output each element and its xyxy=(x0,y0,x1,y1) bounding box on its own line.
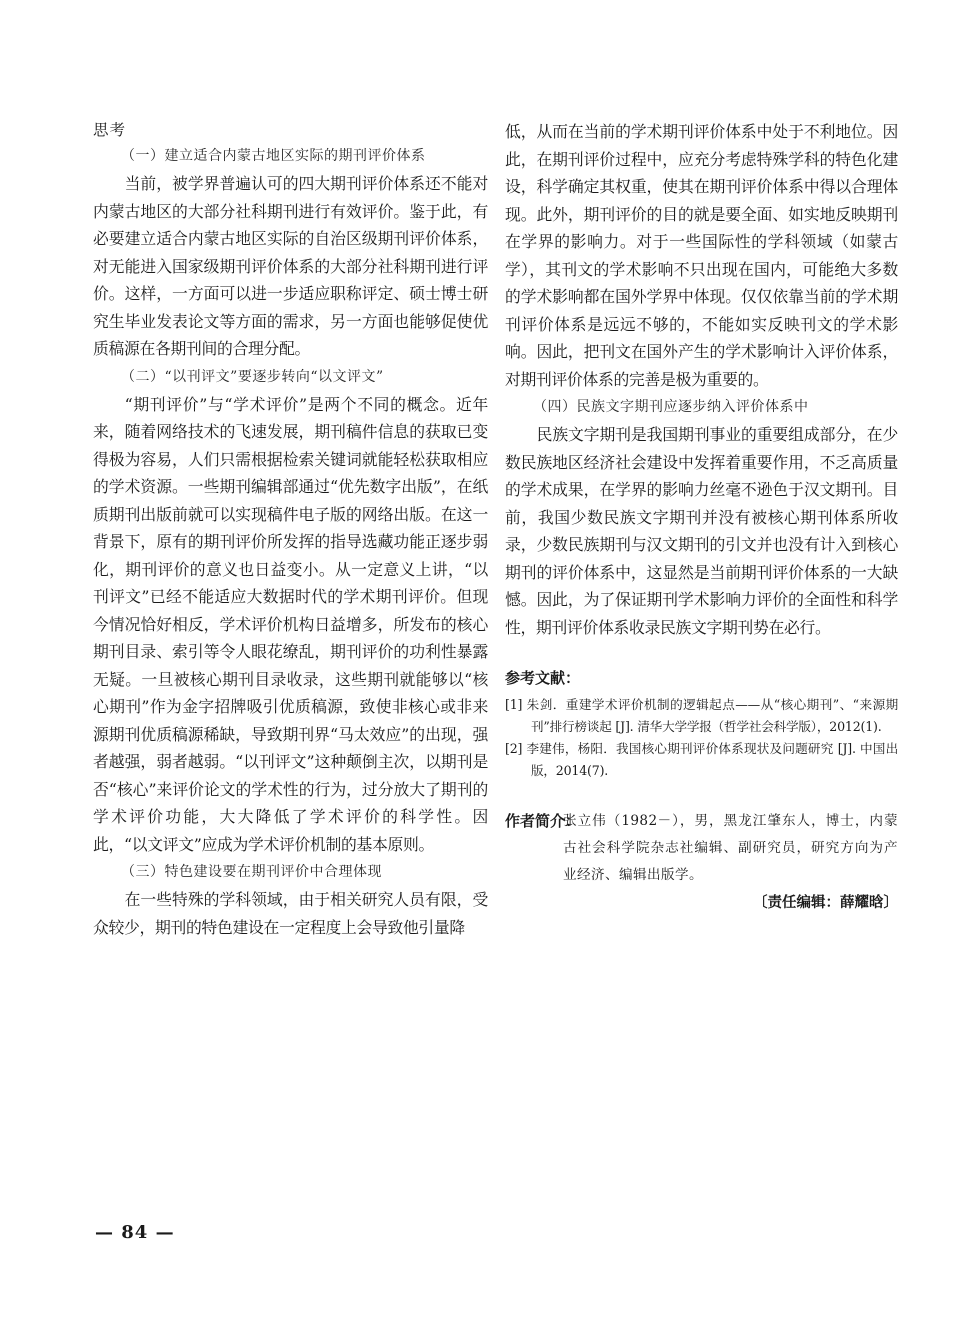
page-number: — 84 — xyxy=(95,1222,175,1243)
subheading-1: （一）建立适合内蒙古地区实际的期刊评价体系 xyxy=(121,148,426,164)
paragraph-1: 当前，被学界普遍认可的四大期刊评价体系还不能对内蒙古地区的大部分社科期刊进行有效评价。鉴于此，有必要建立适合内蒙古地区实际的自治区级期刊评价体系，对无能进入国家级期刊评价体系的大部分社科期刊进行评价。这样，一方面可以进一步适应职称评定、硕士博士研究生毕业发表论文等方面的需求，另一方面也能够促使优质稿源在各期刊间的合理分配。 xyxy=(93,174,488,358)
paragraph-2: “期刊评价”与“学术评价”是两个不同的概念。近年来，随着网络技术的飞速发展，期刊稿件信息的获取已变得极为容易，人们只需根据检索关键词就能轻松获取相应的学术资源。一些期刊编辑部通过“优先数字出版”，在纸质期刊出版前就可以实现稿件电子版的网络出版。在这一背景下，原有的期刊评价所发挥的指导选藏功能正逐步弱化，期刊评价的意义也日益变小。从一定意义上讲，“以刊评文”已经不能适应大数据时代的学术期刊评价。但现今情况恰好相反，学术评价机构日益增多，所发布的核心期刊目录、索引等令人眼花缭乱，期刊评价的功利性暴露无疑。一旦被核心期刊目录收录，这些期刊就能够以“核心期刊”作为金字招牌吸引优质稿源，致使非核心或非来源期刊优质稿源稀缺，导致期刊界“马太效应”的出现，强者越强，弱者越弱。“以刊评文”这种颠倒主次，以期刊是否“核心”来评价论文的学术性的行为，过分放大了期刊的学术评价功能，大大降低了学术评价的科学性。因此，“以文评文”应成为学术评价机制的基本原则。 xyxy=(93,394,488,854)
section-title: 思考 xyxy=(93,121,127,139)
paragraph-3-continued: 低，从而在当前的学术期刊评价体系中处于不利地位。因此，在期刊评价过程中，应充分考虑特殊学科的特色化建设，科学确定其权重，使其在期刊评价体系中得以合理体现。此外，期刊评价的目的就是要全面、如实地反映期刊在学界的影响力。对于一些国际性的学科领域（如蒙古学），其刊文的学术影响不只出现在国内，可能绝大多数的学术影响都在国外学界中体现。仅仅依靠当前的学术期刊评价体系是远远不够的，不能如实反映刊文的学术影响。因此，把刊文在国外产生的学术影响计入评价体系，对期刊评价体系的完善是极为重要的。 xyxy=(505,122,898,389)
author-bio xyxy=(505,808,898,889)
reference-item: [2] 李建伟，杨阳．我国核心期刊评价体系现状及问题研究 [J]. 中国出版，2014(7). xyxy=(505,741,898,778)
left-column xyxy=(93,118,488,941)
right-column xyxy=(505,118,898,912)
responsible-editor: 〔责任编辑：薛耀晗〕 xyxy=(753,895,898,911)
subheading-3: （三）特色建设要在期刊评价中合理体现 xyxy=(121,864,382,880)
subheading-2: （二）“以刊评文”要逐步转向“以文评文” xyxy=(121,368,384,385)
paragraph-3: 在一些特殊的学科领域，由于相关研究人员有限，受众较少，期刊的特色建设在一定程度上会导致他引量降 xyxy=(93,890,488,937)
author-text: 张立伟（1982－），男，黑龙江肇东人，博士，内蒙古社会科学院杂志社编辑、副研究员，研究方向为产业经济、编辑出版学。 xyxy=(563,813,898,883)
paragraph-4: 民族文字期刊是我国期刊事业的重要组成部分，在少数民族地区经济社会建设中发挥着重要作用，不乏高质量的学术成果，在学界的影响力丝毫不逊色于汉文期刊。目前，我国少数民族文字期刊并没有被核心期刊体系所收录，少数民族期刊与汉文期刊的引文并也没有计入到核心期刊的评价体系中，这显然是当前期刊评价体系的一大缺憾。因此，为了保证期刊学术影响力评价的全面性和科学性，期刊评价体系收录民族文字期刊势在必行。 xyxy=(505,425,898,637)
author-label: 作者简介： xyxy=(505,812,581,830)
reference-item: [1] 朱剑．重建学术评价机制的逻辑起点——从“核心期刊”、“来源期刊”排行榜谈起 [J]. 清华大学学报（哲学社会科学版），2012(1). xyxy=(505,697,898,734)
references-title: 参考文献： xyxy=(505,669,581,687)
subheading-4: （四）民族文字期刊应逐步纳入评价体系中 xyxy=(533,399,809,415)
